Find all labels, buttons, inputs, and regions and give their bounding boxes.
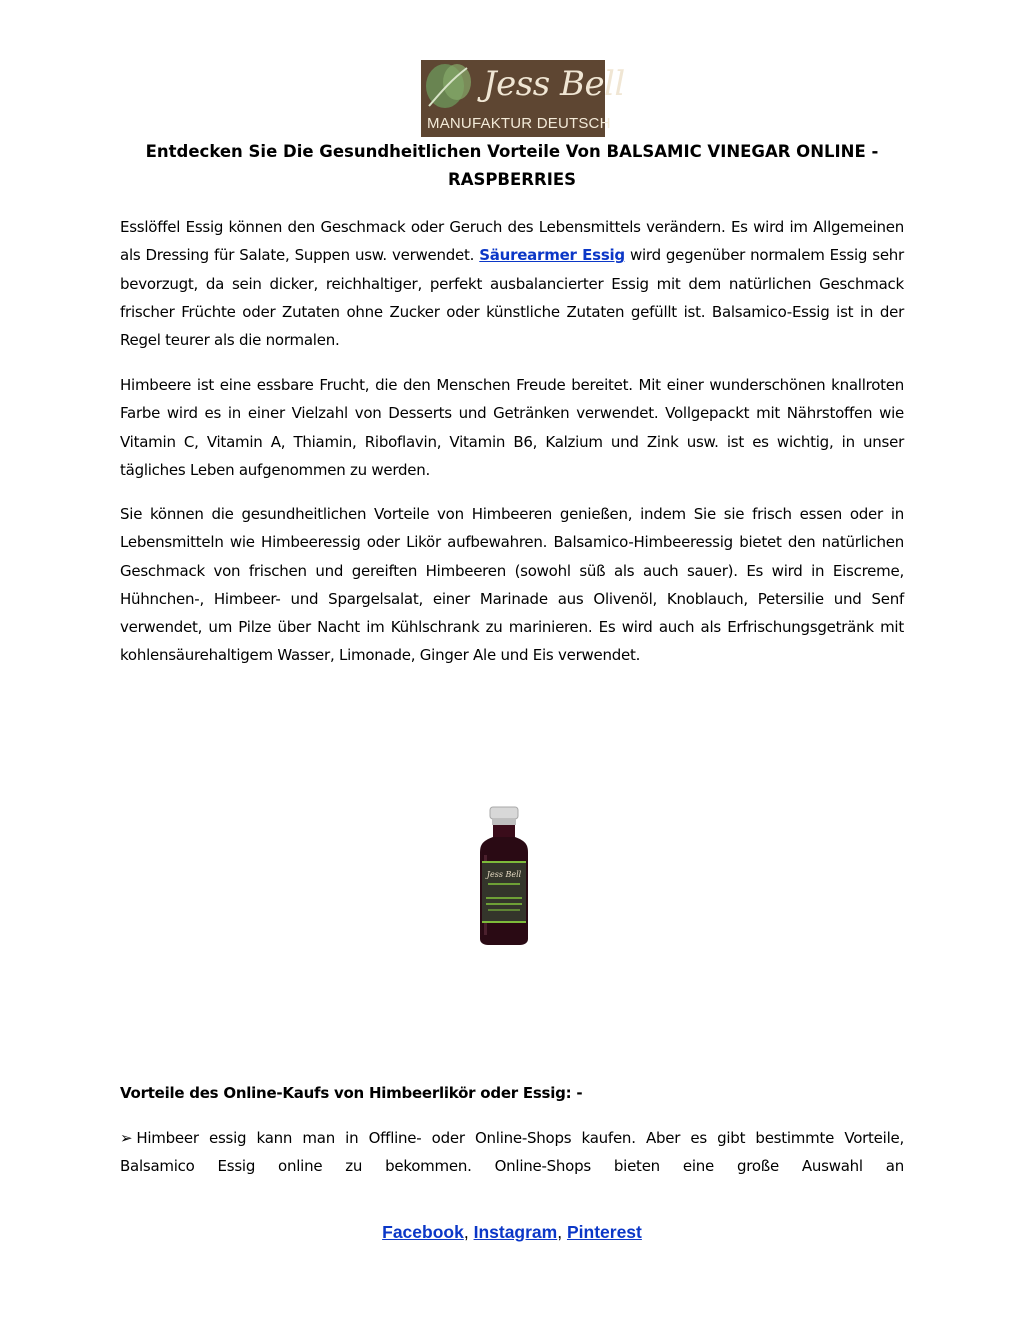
leaf-icon bbox=[423, 62, 479, 110]
brand-logo bbox=[421, 60, 625, 137]
paragraph-intro-text-after: wird gegenüber normalem Essig sehr bevorzugt, da sein dicker, reichhaltiger, perfekt ausbalancierter Essig mit dem natürlichen Geschmack frischer Früchte oder Zutaten ohne Zucker oder künstliche Zutaten gefüllt ist. Balsamico-Essig ist in der Regel teurer als die normalen. bbox=[120, 246, 904, 350]
page-title: Entdecken Sie Die Gesundheitlichen Vorteile Von BALSAMIC VINEGAR ONLINE - RASPBERRIES bbox=[145, 142, 879, 189]
product-bottle-image bbox=[476, 805, 532, 947]
paragraph-intro-text-before: Esslöffel Essig können den Geschmack oder Geruch des Lebensmittels verändern. Es wird im Allgemeinen als Dressing für Salate, Suppen usw. verwendet. bbox=[120, 218, 904, 265]
instagram-link[interactable]: Instagram bbox=[473, 1222, 558, 1242]
logo-tagline: MANUFAKTUR DEUTSCH bbox=[427, 115, 611, 132]
bottle-label-text: Jess Bell bbox=[486, 870, 522, 879]
paragraph-intro bbox=[120, 213, 904, 354]
logo-wordmark: Jess Bell bbox=[483, 64, 625, 104]
footer-separator: , bbox=[463, 1222, 469, 1242]
paragraph-benefits: Sie können die gesundheitlichen Vorteile von Himbeeren genießen, indem Sie sie frisch essen oder in Lebensmitteln wie Himbeeressig oder Likör aufbewahren. Balsamico-Himbeeressig bietet den natürlichen Geschmack von frischen und gereiften Himbeeren (sowohl süß als auch sauer). Es wird in Eiscreme, Hühnchen-, Himbeer- und Spargelsalat, einer Marinade aus Olivenöl, Knoblauch, Petersilie und Senf verwendet, um Pilze über Nacht im Kühlschrank zu marinieren. Es wird auch als Erfrischungsgetränk mit kohlensäurehaltigem Wasser, Limonade, Ginger Ale und Eis verwendet. bbox=[120, 505, 904, 665]
bullet-item-text: Himbeer essig kann man in Offline- oder Online-Shops kaufen. Aber es gibt bestimmte Vorteile, Balsamico Essig online zu bekommen. Online-Shops bieten eine große Auswahl an bbox=[120, 1129, 904, 1176]
bullet-item bbox=[120, 1124, 904, 1181]
section-heading: Vorteile des Online-Kaufs von Himbeerlikör oder Essig: - bbox=[120, 1084, 583, 1102]
arrow-bullet-icon: ➢ bbox=[120, 1129, 133, 1147]
facebook-link[interactable]: Facebook bbox=[382, 1222, 464, 1242]
saeurearmer-essig-link[interactable]: Säurearmer Essig bbox=[479, 246, 625, 265]
footer-separator: , bbox=[557, 1222, 563, 1242]
social-links bbox=[0, 1218, 1024, 1246]
paragraph-raspberry: Himbeere ist eine essbare Frucht, die den Menschen Freude bereitet. Mit einer wunderschönen knallroten Farbe wird es in einer Vielzahl von Desserts und Getränken verwendet. Vollgepackt mit Nährstoffen wie Vitamin C, Vitamin A, Thiamin, Riboflavin, Vitamin B6, Kalzium und Zink usw. ist es wichtig, in unser tägliches Leben aufgenommen zu werden. bbox=[120, 376, 904, 479]
pinterest-link[interactable]: Pinterest bbox=[566, 1222, 642, 1242]
